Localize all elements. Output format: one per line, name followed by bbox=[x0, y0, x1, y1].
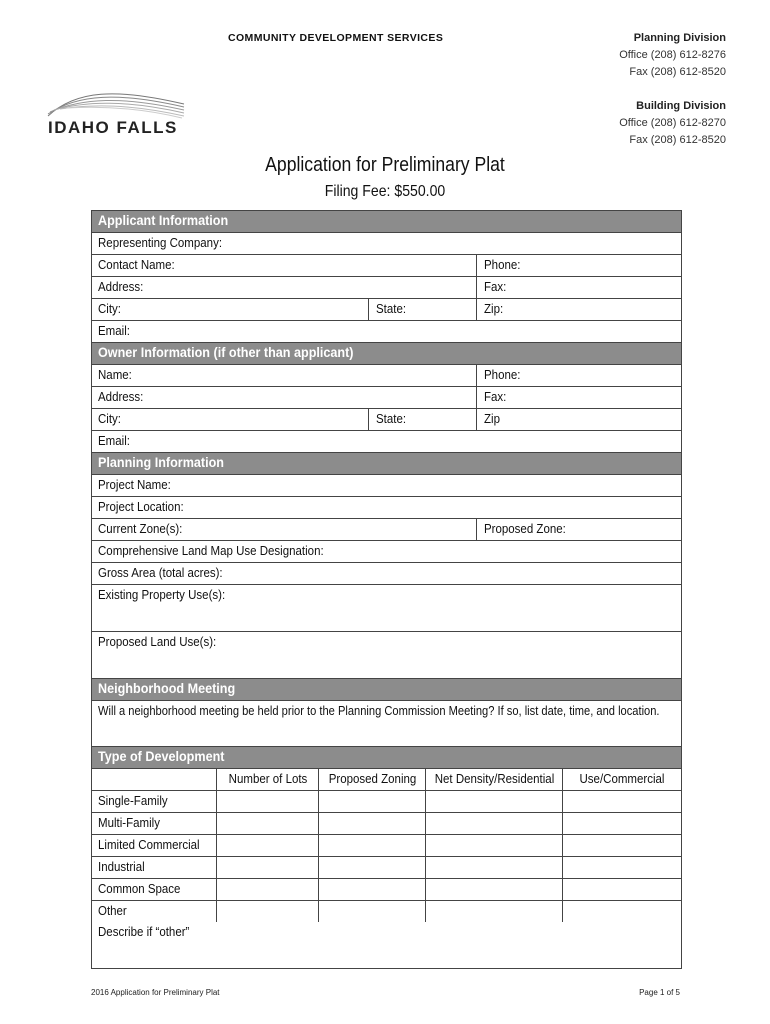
development-row-label: Industrial bbox=[98, 860, 145, 874]
development-cell-2[interactable] bbox=[425, 791, 563, 812]
owner-address-field[interactable]: Address: bbox=[98, 390, 144, 404]
development-cell-3[interactable] bbox=[562, 879, 681, 900]
neighborhood-meeting-field[interactable] bbox=[92, 701, 681, 747]
contact-name-field[interactable]: Contact Name: bbox=[98, 258, 175, 272]
logo-waves-icon bbox=[46, 88, 186, 120]
development-cell-2[interactable] bbox=[425, 813, 563, 834]
owner-phone-field[interactable] bbox=[476, 365, 681, 386]
development-row bbox=[92, 813, 681, 835]
owner-address-row bbox=[92, 387, 681, 409]
company-field[interactable] bbox=[92, 233, 681, 255]
applicant-zip-field[interactable] bbox=[476, 299, 681, 320]
owner-city-row bbox=[92, 409, 681, 431]
building-division-block bbox=[619, 98, 726, 149]
development-cell-0[interactable] bbox=[216, 791, 319, 812]
logo-wordmark: IDAHO FALLS bbox=[48, 118, 178, 137]
applicant-state-field[interactable] bbox=[368, 299, 477, 320]
development-section-header: Type of Development bbox=[92, 747, 681, 769]
development-row bbox=[92, 901, 681, 922]
development-cell-1[interactable] bbox=[318, 857, 426, 878]
existing-use-field[interactable] bbox=[92, 585, 681, 632]
col-density-label: Net Density/Residential bbox=[434, 772, 555, 786]
owner-fax-label: Fax: bbox=[484, 390, 507, 404]
project-name-label: Project Name: bbox=[98, 478, 171, 492]
development-row bbox=[92, 791, 681, 813]
owner-zip-field[interactable] bbox=[476, 409, 681, 430]
proposed-zone-field[interactable] bbox=[476, 519, 681, 540]
development-cell-2[interactable] bbox=[425, 857, 563, 878]
proposed-zone-label: Proposed Zone: bbox=[484, 522, 566, 536]
owner-zip-label: Zip bbox=[484, 412, 500, 426]
owner-section-header: Owner Information (if other than applicant) bbox=[92, 343, 681, 365]
idaho-falls-logo bbox=[46, 88, 186, 138]
development-cell-3[interactable] bbox=[562, 813, 681, 834]
describe-other-field[interactable] bbox=[92, 922, 681, 968]
footer-page-number: Page 1 of 5 bbox=[639, 988, 680, 997]
gross-area-label: Gross Area (total acres): bbox=[98, 566, 223, 580]
applicant-section-header: Applicant Information bbox=[92, 211, 681, 233]
gross-area-field[interactable] bbox=[92, 563, 681, 585]
development-row-label: Single-Family bbox=[98, 794, 168, 808]
col-commercial-label: Use/Commercial bbox=[579, 772, 665, 786]
org-name: COMMUNITY DEVELOPMENT SERVICES bbox=[228, 32, 444, 44]
development-cell-1[interactable] bbox=[318, 813, 426, 834]
development-row-label: Multi-Family bbox=[98, 816, 160, 830]
page-title: Application for Preliminary Plat bbox=[265, 154, 505, 176]
development-cell-1[interactable] bbox=[318, 835, 426, 856]
city-row bbox=[92, 299, 681, 321]
current-zone-field[interactable]: Current Zone(s): bbox=[98, 522, 183, 536]
development-cell-1[interactable] bbox=[318, 901, 426, 922]
col-lots bbox=[216, 769, 319, 790]
project-location-label: Project Location: bbox=[98, 500, 184, 514]
footer-doc-name: 2016 Application for Preliminary Plat bbox=[91, 988, 220, 997]
development-cell-0[interactable] bbox=[216, 901, 319, 922]
address-field[interactable]: Address: bbox=[98, 280, 144, 294]
development-row bbox=[92, 857, 681, 879]
col-density bbox=[425, 769, 563, 790]
owner-state-field[interactable] bbox=[368, 409, 477, 430]
existing-use-label: Existing Property Use(s): bbox=[98, 588, 226, 602]
contact-row bbox=[92, 255, 681, 277]
address-row bbox=[92, 277, 681, 299]
development-cell-1[interactable] bbox=[318, 791, 426, 812]
development-cell-0[interactable] bbox=[216, 835, 319, 856]
development-cell-0[interactable] bbox=[216, 857, 319, 878]
development-cell-3[interactable] bbox=[562, 857, 681, 878]
comp-plan-field[interactable] bbox=[92, 541, 681, 563]
owner-fax-field[interactable] bbox=[476, 387, 681, 408]
development-row bbox=[92, 879, 681, 901]
comp-plan-label: Comprehensive Land Map Use Designation: bbox=[98, 544, 324, 558]
proposed-use-field[interactable] bbox=[92, 632, 681, 679]
owner-state-label: State: bbox=[376, 412, 407, 426]
zone-row bbox=[92, 519, 681, 541]
col-zoning bbox=[318, 769, 426, 790]
proposed-use-label: Proposed Land Use(s): bbox=[98, 635, 217, 649]
email-label: Email: bbox=[98, 324, 130, 338]
col-lots-label: Number of Lots bbox=[228, 772, 308, 786]
planning-division-block bbox=[619, 30, 726, 81]
development-row-label: Other bbox=[98, 904, 127, 918]
owner-phone-label: Phone: bbox=[484, 368, 521, 382]
development-cell-1[interactable] bbox=[318, 879, 426, 900]
project-location-field[interactable] bbox=[92, 497, 681, 519]
development-cell-2[interactable] bbox=[425, 901, 563, 922]
development-cell-0[interactable] bbox=[216, 813, 319, 834]
development-cell-0[interactable] bbox=[216, 879, 319, 900]
development-row bbox=[92, 835, 681, 857]
col-zoning-label: Proposed Zoning bbox=[328, 772, 417, 786]
project-name-field[interactable] bbox=[92, 475, 681, 497]
neighborhood-section-header: Neighborhood Meeting bbox=[92, 679, 681, 701]
col-commercial bbox=[562, 769, 681, 790]
development-cell-3[interactable] bbox=[562, 901, 681, 922]
fax-label: Fax: bbox=[484, 280, 507, 294]
owner-city-field[interactable]: City: bbox=[98, 412, 121, 426]
planning-section-header: Planning Information bbox=[92, 453, 681, 475]
development-cell-2[interactable] bbox=[425, 835, 563, 856]
email-field[interactable] bbox=[92, 321, 681, 343]
describe-other-label: Describe if “other” bbox=[98, 925, 190, 939]
building-office-phone: Office (208) 612-8270 bbox=[619, 117, 726, 129]
application-form bbox=[91, 210, 682, 969]
building-fax: Fax (208) 612-8520 bbox=[629, 134, 726, 146]
development-row-label: Limited Commercial bbox=[98, 838, 200, 852]
development-header-row bbox=[92, 769, 681, 791]
development-cell-3[interactable] bbox=[562, 835, 681, 856]
planning-office-phone: Office (208) 612-8276 bbox=[619, 49, 726, 61]
development-cell-2[interactable] bbox=[425, 879, 563, 900]
owner-email-label: Email: bbox=[98, 434, 130, 448]
development-cell-3[interactable] bbox=[562, 791, 681, 812]
owner-email-field[interactable] bbox=[92, 431, 681, 453]
neighborhood-question: Will a neighborhood meeting be held prior to the Planning Commission Meeting? If so, list date, time, and location. bbox=[98, 704, 660, 718]
phone-label: Phone: bbox=[484, 258, 521, 272]
owner-name-row bbox=[92, 365, 681, 387]
building-division-title: Building Division bbox=[636, 100, 726, 112]
development-row-label: Common Space bbox=[98, 882, 181, 896]
planning-fax: Fax (208) 612-8520 bbox=[629, 66, 726, 78]
city-field[interactable]: City: bbox=[98, 302, 121, 316]
filing-fee: Filing Fee: $550.00 bbox=[324, 183, 446, 200]
planning-division-title: Planning Division bbox=[633, 32, 726, 44]
company-label: Representing Company: bbox=[98, 236, 223, 250]
state-label: State: bbox=[376, 302, 407, 316]
zip-label: Zip: bbox=[484, 302, 504, 316]
applicant-fax-field[interactable] bbox=[476, 277, 681, 298]
owner-name-field[interactable]: Name: bbox=[98, 368, 132, 382]
applicant-phone-field[interactable] bbox=[476, 255, 681, 276]
